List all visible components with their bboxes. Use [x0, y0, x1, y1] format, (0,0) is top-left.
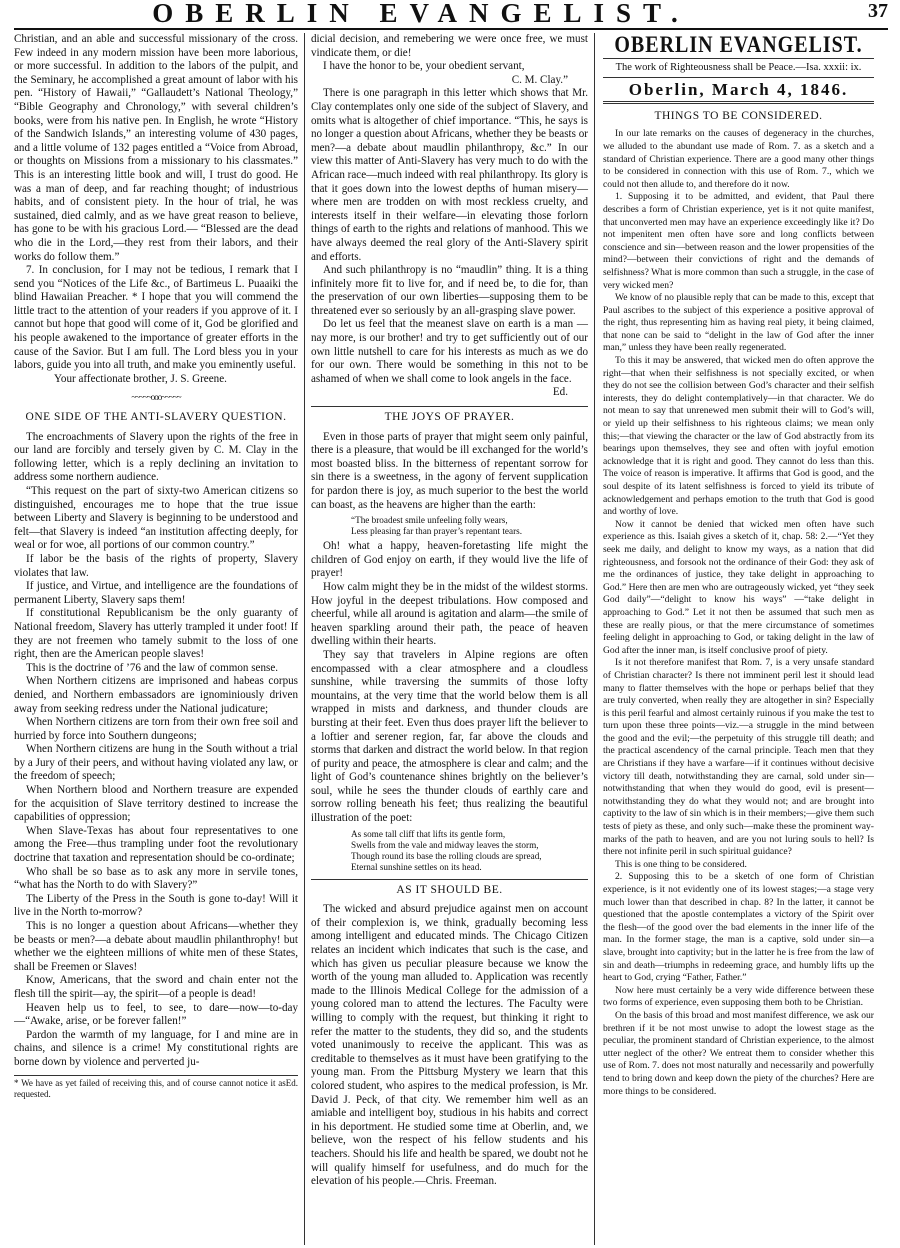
paragraph: dicial decision, and remebering we were once free, we must vindicate them, or die! — [311, 33, 588, 59]
column-right — [595, 33, 874, 1245]
paragraph: If labor be the basis of the rights of property, Slavery violates that law. — [14, 552, 298, 579]
paper-nameplate: OBERLIN EVANGELIST. — [614, 33, 863, 58]
columns — [14, 33, 888, 1245]
column-middle — [305, 33, 595, 1245]
dateline: Oberlin, March 4, 1846. — [603, 84, 874, 104]
paragraph: On the basis of this broad and most manifest difference, we ask our brethren if it be not most unwise to adopt the lowest stage as the peculiar, the prominent standard of Christian experience, to the almost utter neglect of the other? We entreat them to consider whether this use of Rom. 7. does not most naturally and necessarily and powerfully tend to bring down and keep down the piety of the churches? Here are more things to be considered. — [603, 1009, 874, 1097]
article-heading-things-to-consider: THINGS TO BE CONSIDERED. — [654, 109, 823, 122]
paragraph: If constitutional Republicanism be the only guaranty of National freedom, Slavery has utterly trampled it under foot! If they are not freemen who tamely submit to the loss of one right, then are the American people slaves! — [14, 607, 298, 661]
paragraph: The encroachments of Slavery upon the rights of the free in our land are forcibly and tersely given by C. M. Clay in the following letter, which is a reply declining an invitation to address some northern audience. — [14, 430, 298, 484]
verse-line: As some tall cliff that lifts its gentle form, — [351, 828, 506, 839]
paragraph: Even in those parts of prayer that might seem only painful, there is a pleasure, that would be ill exchanged for the world’s most boasted bliss. In the bitterness of repentant sorrow for sin there is a sweetness, in the agony of fervent supplication for pardon there is joy, as much superior to the best the world can boast, as the heavens are higher than the earth: — [311, 430, 588, 511]
paragraph: We know of no plausible reply that can be made to this, except that Paul ascribes to the subject of this experience a positive approval of the right, thus representing him as having real piety, it being claimed, that none can be said to “delight in the law of God after the inner man,” unless they have been really regenerated. — [603, 292, 874, 354]
paragraph: 7. In conclusion, for I may not be tedious, I remark that I send you “Notices of the Life &c., of Bartimeus L. Puaaiki the blind Hawaiian Preacher. * I hope that you will commend the little tract to the attention of your readers if you approve of it. I cannot but hope that good will come of it, God be glorified and his people awakened to the importance of greater efforts in the cause of the Savior. But I am full. The Lord bless you in your labors, guide you into all truth, and make you eminently useful. — [14, 264, 298, 372]
running-title: OBERLIN EVANGELIST. — [152, 0, 690, 28]
verse-line: Eternal sunshine settles on its head. — [351, 861, 482, 872]
paragraph: Know, Americans, that the sword and chain enter not the flesh till the spirit—ay, the spirit—of a people is dead! — [14, 974, 298, 1000]
page-header — [14, 0, 888, 30]
verse-line: Swells from the vale and midway leaves the storm, — [351, 839, 539, 850]
verse-line: Though round its base the rolling clouds are spread, — [351, 850, 542, 861]
paragraph: They say that travelers in Alpine regions are often encompassed with a clear atmosphere and a cloudless sunshine, while traversing the summits of those lofty mountains, at the very time that the world below them is all wrapped in mists and darkness, and thunder clouds are bursting at their feet. Even thus does prayer lift the believer to a loftier and serener region, far, far above the clouds and storms that darken and distract the world below. In that region of purity and peace, the atmosphere is clear and calm; and the light of God’s countenance shines brightly on the believer’s soul, while he sees the thunder clouds of earthly care and sorrow rolling beneath his feet; thus realizing the beautiful illustration of the poet: — [311, 648, 588, 825]
article-heading-joys-of-prayer: THE JOYS OF PRAYER. — [311, 406, 588, 425]
paragraph: How calm might they be in the midst of the wildest storms. How joyful in the deepest tribulations. How composed and cheerful, while all around is agitation and alarm—the smile of heaven sparkling around their path, the peace of heaven dwelling within their hearts. — [311, 580, 588, 648]
paragraph: Christian, and an able and successful missionary of the cross. Few indeed in any modern mission have been more laborious, or more successful. In addition to the labors of the pulpit, and the Seminary, he accomplished a great amount of labor with his pen. “History of Hawaii,” “Gallaudett’s National Theology,” “Bible Geography and Chronology,” with several children’s books, were from his native pen. In English, he wrote “History of the Sandwich Islands,” an interesting volume of 430 pages, and a little volume of 132 pages entitled a “Voice from Abroad, or thoughts on Missions from a missionary to his classmates.” This is an interesting little book and will, I trust do good. He was a man of deep, and far reaching thought; of industrious habits, and of consistent piety. In the hour of trial, he was sustained, died calmly, and as we have great reason to believe, has gone to be with his gracious Lord.— “Blessed are the dead who die in the Lord,—they rest from their labors, and their works do follow them.” — [14, 33, 298, 263]
paragraph: Oh! what a happy, heaven-foretasting life might the children of God enjoy on earth, if they would live the life of prayer! — [311, 540, 588, 580]
paragraph: There is one paragraph in this letter which shows that Mr. Clay contemplates only one side of the subject of Slavery, and omits what is altogether of chief importance. “This, he says is no longer a question about Africans, whether they be beasts or men?—a debate about maudlin philanthropy, &c.” In our view this matter of Anti-Slavery has very much to do with the African race—much indeed with real philanthropy. Its glory is that it goes down into the lowest depths of human misery—where men are trodden on with most reckless cruelty, and interests itself in their welfare—in elevating those forlorn things of earth to the rights and relations of manhood. This we have always deemed the real glory of the Anti-Slavery spirit and efforts. — [311, 87, 588, 263]
paragraph: Heaven help us to feel, to see, to dare—now—to-day —“Awake, arise, or be forever fallen!” — [14, 1001, 298, 1028]
paragraph: “This request on the part of sixty-two American citizens so distinguished, encourages me to hope that the true issue between Liberty and Slavery is beginning to be understood and felt—that Slavery is indeed “an institution affecting deeply, for weal or for woe, all portions of our common country.” — [14, 485, 298, 552]
footnote — [14, 1075, 298, 1100]
paragraph: This is no longer a question about Africans—whether they be beasts or men?—a debate about maudlin philanthrophy! but whether we the eighteen millions of white men of these States, shall be Freemen or Slaves! — [14, 920, 298, 973]
verse — [351, 515, 588, 537]
paragraph: If justice, and Virtue, and intelligence are the foundations of permanent Liberty, Slavery saps them! — [14, 580, 298, 606]
paragraph: When Northern citizens are imprisoned and habeas corpus denied, and Northern embassadors are ignominiously driven away from seeking redress under the National judicature; — [14, 675, 298, 715]
paragraph: 1. Supposing it to be admitted, and evident, that Paul there describes a form of Christian experience, yet is it not quite manifest, that unconverted men may have an experience exceedingly like it? Do not impenitent men often have sore and long conflicts between conscience and sin—between reason and the lower propensities of the mind?—between their convictions of right and the demands of selfishness? What is more common than such a struggle, in the case of very wicked men? — [603, 191, 874, 291]
paragraph: When Northern citizens are torn from their own free soil and hurried by force into Southern dungeons; — [14, 716, 298, 742]
paragraph: When Slave-Texas has about four representatives to one among the Free—thus trampling under foot the revolutionary doctrine that taxation and representation should be co-ordinate; — [14, 824, 298, 865]
paragraph: I have the honor to be, your obedient servant, — [323, 60, 525, 73]
verse — [351, 829, 588, 873]
paragraph: Who shall be so base as to ask any more in servile tones, “what has the North to do with Slavery?” — [14, 865, 298, 892]
paragraph: Do let us feel that the meanest slave on earth is a man —nay more, is our brother! and try to get sufficiently out of our own little nutshell to care for his interests as much as we do for our own. There would be something in this not to be ashamed of when we shall come to look angels in the face. — [311, 318, 588, 385]
article-heading-as-it-should-be: AS IT SHOULD BE. — [311, 879, 588, 898]
verse-line: Less pleasing far than prayer’s repentant tears. — [351, 526, 523, 537]
footnote-signature: Ed. — [285, 1077, 298, 1088]
paragraph: The Liberty of the Press in the South is gone to-day! Will it live in the North to-morrow? — [14, 892, 298, 919]
page-number: 37 — [868, 0, 888, 22]
article-heading-anti-slavery: ONE SIDE OF THE ANTI-SLAVERY QUESTION. — [25, 411, 287, 424]
footnote-text: * We have as yet failed of receiving this, and of course cannot notice it as requested. — [14, 1077, 286, 1099]
motto: The work of Righteousness shall be Peace.—Isa. xxxii: ix. — [603, 58, 874, 79]
paragraph: When Northern blood and Northern treasure are expended for the acquisition of Slave territory destined to increase the capabilities of oppression; — [14, 784, 298, 824]
paragraph: The wicked and absurd prejudice against men on account of their complexion is, we think, gradually becoming less among intelligent and educated minds. The Chicago Citizen relates an incident which indicates that such is the case, and which has given us peculiar pleasure because we know the worth of the young man alluded to. Application was recently made to the Illinois Medical College for the admission of a young colored man to attend the lectures. The Faculty were willing to comply with the request, but thinking it right to refer the matter to the students, they did so, and the students voted unanimously to receive the applicant. This was as creditable to themselves as it must have been gratifying to the young man. From the Pittsburg Mystery we learn that this colored student, who aspires to the medical profession, is Mr. David J. Peck, of that city. We remember him well as an amiable and intelligent boy, studious in his habits and correct in his deportment. He studied some time at Oberlin, and, we believe, won the respect of his fellow students and his teachers. Should his life and health be spared, we doubt not he will qualify himself for usefulness, and do much for the elevation of his people.—Chris. Freeman. — [311, 903, 588, 1188]
paragraph: And such philanthropy is no “maudlin” thing. It is a thing infinitely more fit to live for, and if need be, to die for, than the preservation of our own liberties—supposing them to be threatened ever so seriously by an all-grasping slave power. — [311, 264, 588, 317]
paragraph: In our late remarks on the causes of degeneracy in the churches, we alluded to the abundant use made of Rom. 7. as a sketch and a standard of Christian experience. There are a good many other things to be considered in connection with this use of Rom. 7., which we could not then allude to, and therefore do it now. — [603, 128, 874, 190]
paragraph: This is the doctrine of ’76 and the law of common sense. — [26, 661, 279, 674]
paragraph: Now it cannot be denied that wicked men often have such experience as this. Isaiah gives a sketch of it, chap. 58: 2.—“Yet they seek me daily, and delight to know my ways, as a nation that did righteousness, and forsook not the ordinance of their God: they ask of me the ordinances of justice, they take delight in approaching to God.” Here then are men who are outrageously wicked, yet “they seek God daily”—“delight to know his ways” —“take delight in approaching to God.” Let it not then be assumed that such men as these are really pious, or that the mere circumstance of sometimes feeling delight in approaching to God, or taking delight in the law of God after the inner man, is itself conclusive proof of piety. — [603, 518, 874, 656]
paragraph: When Northern citizens are hung in the South without a trial by a Jury of their peers, and without having violated any law, or the freedom of speech; — [14, 743, 298, 783]
paragraph: To this it may be answered, that wicked men do often approve the right—that when their selfishness is not specially excited, or when they do not see the collision between God’s character and their selfish interests, they do delight contemplatively—in that character. We do not mean to say that unrenewed men submit their will to God’s will, or yield up their selfishness to his righteous claims; we mean only this;—that viewing the character or the law of God abstractly from its bearings upon themselves, they see and often with joyful emotion acknowledge that it is right and good. They cannot do less than this. The voice of reason is imperative. It affirms that God is good, and the soul despite of its latent selfishness is forced to yield its tribute of acknowledgement and perhaps emotion to the truth that God is good and worthy of love. — [603, 355, 874, 518]
paragraph: This is one thing to be considered. — [615, 858, 747, 870]
paragraph: 2. Supposing this to be a sketch of one form of Christian experience, is it not evidently one of its lowest stages;—a stage very much lower than that described in chap. 8? In the latter, it cannot be questioned that the apostle contemplates a victory of the Spirit over the flesh—of the good over the bad elements in the inner life of the man. In the former stage, the man is a captive, sold under sin—a slave, brought into captivity; but in the latter he is free from the law of sin and death—triumphs in redeeming grace, and humbly lifts up the heart to God, crying “Father, Father.” — [603, 871, 874, 984]
editor-signature: Ed. — [552, 386, 568, 399]
paragraph: Now here must certainly be a very wide difference between these two forms of experience, even supposing them both to be Christian. — [603, 984, 874, 1009]
paragraph: Is it not therefore manifest that Rom. 7, is a very unsafe standard of Christian character? Is there not imminent peril lest it should lead many to flatter themselves with the hope or perhaps belief that they are truly converted, when really they are altogether in sin? Especially is this peril fearful and almost certainly ruinous if you make the test to turn upon these three points—viz.—a struggle in the mind between the good and the evil;—the perpetuity of this struggle till death; and the practical ascendency of the carnal principle. Teach men that they are Christians if they have a warfare—if it continues without decisive victory till death, notwithstanding they are carnal, sold under sin—notwithstanding that when they would do good, evil is present—notwithstanding they do what they would not; and are brought into captivity to the law of sin which is in their members;—give them such tests of piety as these, and only such—make these the prominent way-marks of the path to heaven, and are you not luring souls to hell? Is there not infinite peril in such spiritual guidance? — [603, 657, 874, 858]
verse-line: “The broadest smile unfeeling folly wears, — [351, 515, 508, 526]
column-left — [14, 33, 305, 1245]
ornament-divider: ~~~~~ooo~~~~~ — [131, 392, 181, 403]
paragraph: Pardon the warmth of my language, for I and mine are in chains, and silence is a crime! My constitutional rights are borne down by violence and perverted ju- — [14, 1028, 298, 1068]
signature: C. M. Clay.” — [511, 73, 568, 86]
signature: Your affectionate brother, J. S. Greene. — [54, 372, 227, 385]
